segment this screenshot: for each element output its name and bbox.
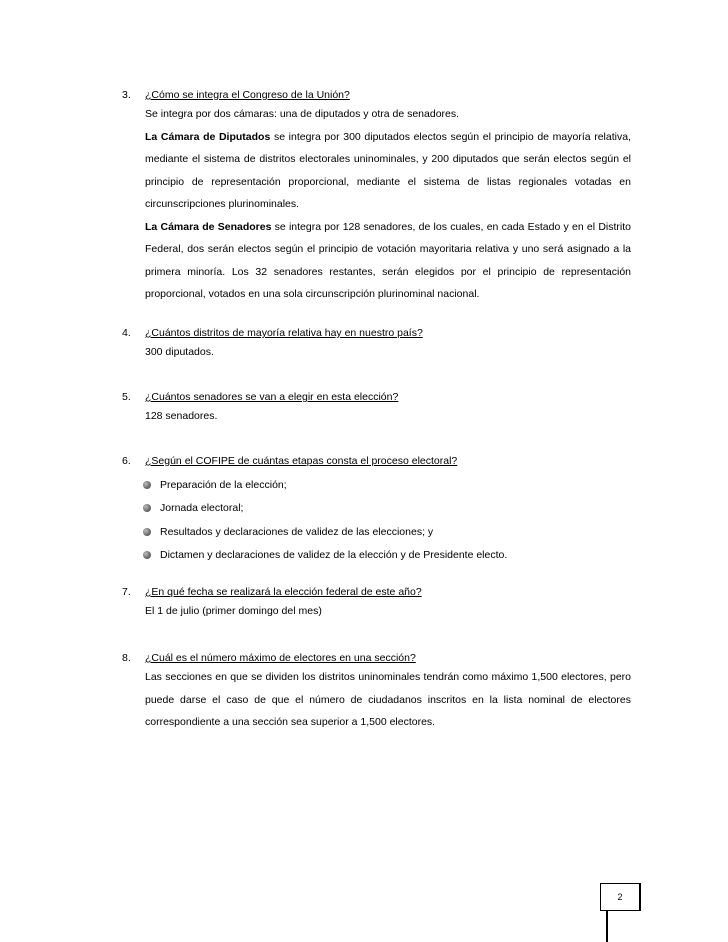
question-number: 8. — [122, 652, 131, 664]
question-number: 7. — [122, 586, 131, 598]
answer-block — [145, 666, 631, 734]
answer-block — [145, 341, 631, 364]
question-number: 3. — [122, 89, 131, 101]
stage-list — [143, 478, 633, 571]
answer-paragraph-diputados — [145, 126, 631, 216]
bold-term: La Cámara de Diputados — [145, 130, 271, 143]
question-title: ¿Cuál es el número máximo de electores en una sección? — [145, 652, 416, 664]
answer-block — [145, 405, 631, 428]
answer-text: Las secciones en que se dividen los distritos uninominales tendrán como máximo 1,500 electores, pero puede darse el caso de que el número de ciudadanos inscritos en la lista nominal de electores correspondiente a una sección sea superior a 1,500 electores. — [145, 671, 631, 728]
bold-term: La Cámara de Senadores — [145, 220, 272, 233]
question-title: ¿Cómo se integra el Congreso de la Unión? — [145, 89, 350, 101]
answer-intro: Se integra por dos cámaras: una de diputados y otra de senadores. — [145, 108, 460, 120]
bullet-icon — [143, 504, 151, 512]
answer-text: El 1 de julio (primer domingo del mes) — [145, 605, 322, 617]
bullet-icon — [143, 528, 151, 536]
list-item: Dictamen y declaraciones de validez de la elección y de Presidente electo. — [143, 548, 633, 571]
list-item: Resultados y declaraciones de validez de las elecciones; y — [143, 525, 633, 548]
question-number: 4. — [122, 327, 131, 339]
question-title: ¿Cuántos distritos de mayoría relativa hay en nuestro país? — [145, 327, 423, 339]
page-number: 2 — [600, 883, 641, 911]
answer-text: 300 diputados. — [145, 346, 214, 358]
bullet-icon — [143, 481, 151, 489]
question-title: ¿En qué fecha se realizará la elección federal de este año? — [145, 586, 422, 598]
answer-paragraph-senadores — [145, 216, 631, 306]
answer-text: 128 senadores. — [145, 410, 218, 422]
paragraph-text: se integra por 300 diputados electos según el principio de mayoría relativa, mediante el sistema de distritos electorales uninominales, y 200 diputados que serán electos según el principio de representación proporcional, mediante el sistema de listas regionales votadas en circunscripciones plurinominales. — [145, 130, 631, 210]
question-title: ¿Según el COFIPE de cuántas etapas consta el proceso electoral? — [145, 455, 458, 467]
answer-block — [145, 103, 631, 306]
list-item: Preparación de la elección; — [143, 478, 633, 501]
paragraph-text: se integra por 128 senadores, de los cuales, en cada Estado y en el Distrito Federal, dos serán electos según el principio de votación mayoritaria relativa y uno será asignado a la primera minoría. Los 32 senadores restantes, serán elegidos por el principio de representación proporcional, votados en una sola circunscripción plurinominal nacional. — [145, 220, 631, 300]
question-title: ¿Cuántos senadores se van a elegir en esta elección? — [145, 391, 399, 403]
list-item: Jornada electoral; — [143, 501, 633, 524]
question-number: 5. — [122, 391, 131, 403]
page-border-line — [606, 910, 608, 942]
answer-block — [145, 600, 631, 623]
bullet-icon — [143, 551, 151, 559]
question-number: 6. — [122, 455, 131, 467]
